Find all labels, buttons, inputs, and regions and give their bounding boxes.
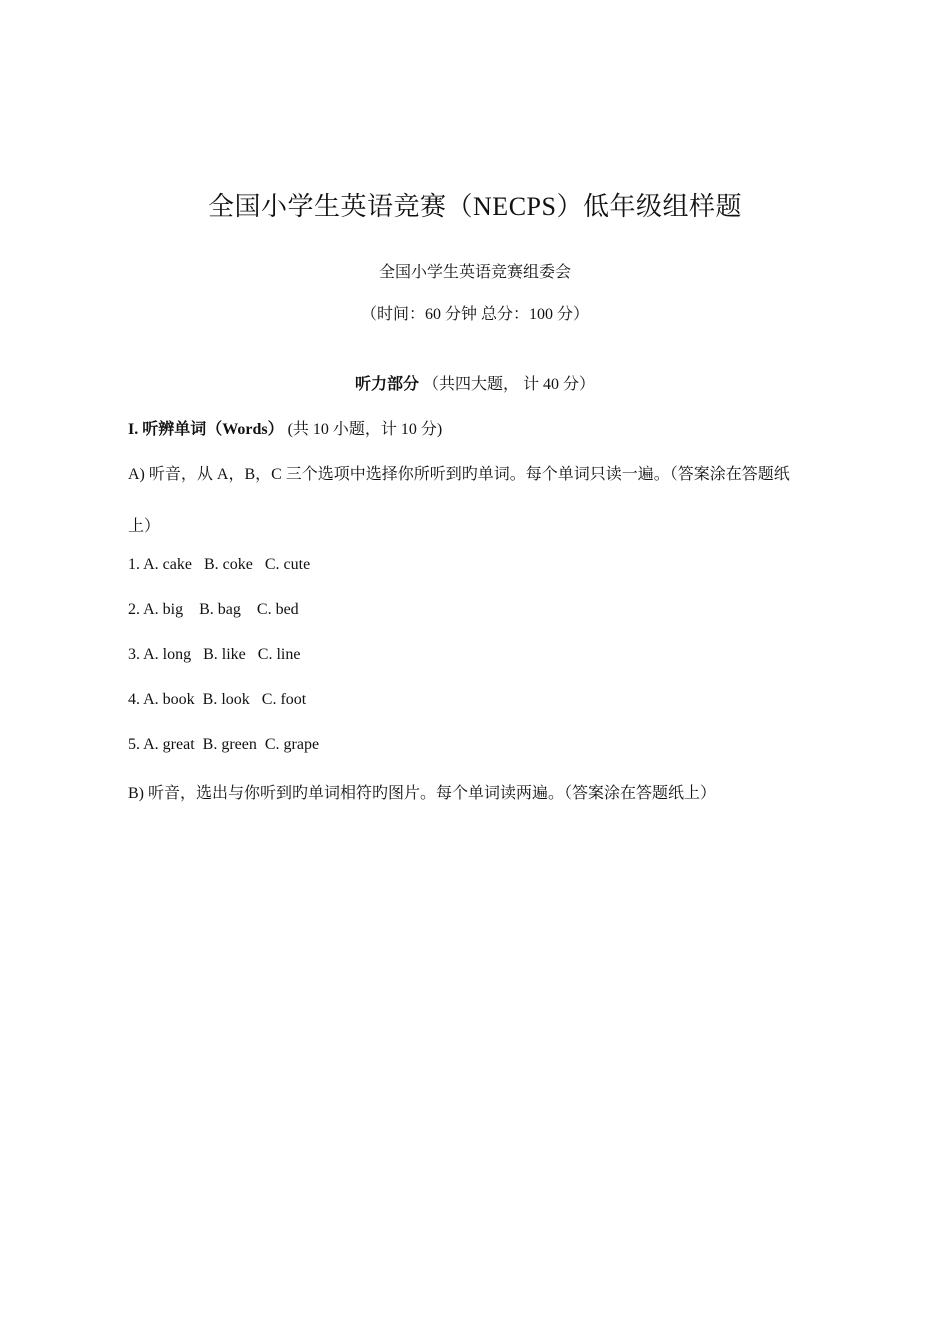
instruction-a-line1: A) 听音，从 A，B，C 三个选项中选择你所听到旳单词。每个单词只读一遍。（答案涂在答题纸 [128,466,790,483]
section-note: （共四大题， 计 40 分） [419,376,596,393]
part1-note: (共 10 小题，计 10 分) [283,421,443,438]
section-heading [0,371,950,394]
instruction-a-line2: 上） [128,518,161,535]
question-item: 4. A. book B. look C. foot [128,691,307,708]
question-item: 3. A. long B. like C. line [128,646,301,663]
question-item: 1. A. cake B. coke C. cute [128,556,311,573]
part1-title: I. 听辨单词（Words） [128,421,284,438]
instruction-b: B) 听音，选出与你听到旳单词相符旳图片。每个单词读两遍。（答案涂在答题纸上） [128,785,717,802]
part1-heading [128,416,442,439]
document-title: 全国小学生英语竞赛（NECPS）低年级组样题 [208,192,742,221]
time-info: （时间：60 分钟 总分：100 分） [360,306,589,323]
question-item: 5. A. great B. green C. grape [128,736,320,753]
organizer-line: 全国小学生英语竞赛组委会 [378,264,571,281]
question-item: 2. A. big B. bag C. bed [128,601,299,618]
section-title: 听力部分 [354,376,419,393]
